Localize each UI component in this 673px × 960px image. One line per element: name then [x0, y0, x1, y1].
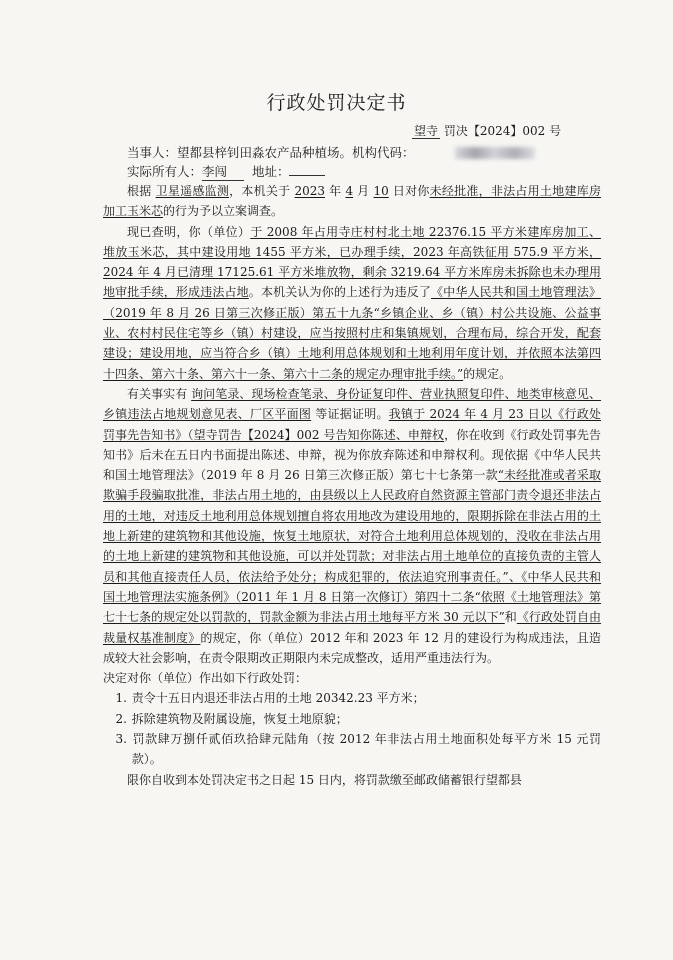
- para3-run: 我镇于 2024 年 4 月 23 日以《行政处罚事先告知书》（望寺罚告【2024】002 号告知你陈述、申辩权: [103, 407, 601, 442]
- owner-name: 李闯: [202, 162, 244, 181]
- para3-run: 的规定，你（单位）2012 年和 2023 年 12 月的建设行为构成违法，且造成较大社会影响，在责令限期改正期限内未完成整改，适用严重违法行为。: [103, 630, 601, 665]
- para1-run: 2023: [294, 184, 326, 198]
- para3-run: 《行政处罚自由裁量权基准制度》: [103, 610, 601, 645]
- para2-run: 《中华人民共和国土地管理法》（2019 年 8 月 26 日第三次修正版）第五十九条“乡镇企业、乡（镇）村公共设施、公益事业、农村村民住宅等乡（镇）村建设，应当按照村庄和集镇规划，合理布局，综合开发，配套建设；建设用地，应当符合乡（镇）土地利用总体规划和土地利用年度计划，并依照本法第四十四条、第六十条、第六十一条、第六十二条的规定办理审批手续。”: [103, 285, 601, 381]
- penalty-item-number: 1.: [115, 691, 127, 706]
- decision-intro: 决定对你（单位）作出如下行政处罚：: [103, 671, 308, 686]
- para1-run: 卫星遥感监测: [155, 184, 230, 198]
- paragraph-case-filing: [103, 181, 601, 222]
- para3-run: 等证据证明。: [311, 407, 389, 422]
- doc-number-rest: 罚决【2024】002 号: [443, 124, 562, 138]
- owner-line: [127, 162, 325, 181]
- penalty-item: [103, 729, 601, 770]
- penalty-list: [103, 688, 601, 769]
- document-title: 行政处罚决定书: [266, 92, 407, 114]
- para3-run: ，你在收到《行政处罚事先告知书》后未在五日内书面提出陈述、申辩，视为你放弃陈述和申辩权利。现依据《中华人民共和国土地管理法》（2019 年 8 月 26 日第三次修正版）第七十七条第一款: [103, 427, 601, 483]
- penalty-item: [103, 688, 601, 708]
- para1-run: 月: [353, 184, 374, 198]
- address-label: 地址：: [251, 164, 290, 179]
- para1-run: 根据: [127, 184, 156, 198]
- closing-paragraph: 限你自收到本处罚决定书之日起 15 日内，将罚款缴至邮政储蓄银行望都县: [127, 772, 522, 787]
- para2-run: 。本机关认为你的上述行为违反了: [248, 285, 432, 300]
- penalty-item: [103, 709, 601, 729]
- para1-run: 10: [373, 184, 389, 198]
- redacted-code: [455, 147, 535, 159]
- para3-run: 询问笔录、现场检查笔录、身份证复印件、营业执照复印件、地类审核意见、乡镇违法占地规划意见表、厂区平面图: [103, 386, 601, 422]
- para3-run: 和: [504, 610, 517, 625]
- penalty-item-text: 罚款肆万捌仟贰佰玖拾肆元陆角（按 2012 年非法占用土地面积处每平方米 15 元罚款）。: [131, 732, 601, 767]
- owner-label: 实际所有人：: [127, 164, 203, 179]
- paragraph-findings: [103, 222, 601, 384]
- para2-run: 于 2008 年占用寺庄村村北土地 22376.15 平方米建库房加工、堆放玉米芯，其中建设用地 1455 平方米，已办理手续，2023 年高铁征用 575.9 平方米，2024 年 4 月已清理 17125.61 平方米堆放物，剩余 3219.64 平方米库房未拆除也未办理用地审批手续，形成违法占地: [103, 224, 601, 300]
- document-number: [412, 122, 561, 139]
- para1-run: 日对你: [388, 184, 430, 198]
- party-line: 当事人：望都县梓钊田淼农产品种植场。机构代码：: [127, 145, 415, 160]
- penalty-item-number: 3.: [115, 732, 127, 747]
- penalty-item-text: 责令十五日内退还非法占用的土地 20342.23 平方米；: [131, 691, 425, 706]
- address-blank: [289, 175, 325, 176]
- paragraph-evidence: [103, 384, 601, 668]
- para1-run: 年: [325, 184, 346, 198]
- para2-run: 的规定。: [463, 366, 512, 381]
- para1-run: 未经批准，非法占用土地建库房加工玉米芯: [103, 184, 601, 219]
- document-body: [103, 181, 601, 790]
- para1-run: 的行为予以立案调查。: [163, 204, 284, 219]
- para1-run: 4: [345, 184, 354, 198]
- penalty-item-text: 拆除建筑物及附属设施，恢复土地原貌；: [131, 711, 348, 726]
- penalty-item-number: 2.: [115, 711, 127, 726]
- doc-number-prefix: 望寺: [414, 124, 439, 138]
- para1-run: ，本机关于: [229, 184, 295, 198]
- para2-run: 现已查明，你（单位）: [127, 224, 251, 239]
- para3-run: “未经批准或者采取欺骗手段骗取批准，非法占用土地的，由县级以上人民政府自然资源主管部门责令退还非法占用的土地，对违反土地利用总体规划擅自将农用地改为建设用地的，限期拆除在非法占用的土地上新建的建筑物和其他设施，恢复土地原状，对符合土地利用总体规划的，没收在非法占用的土地上新建的建筑物和其他设施，可以并处罚款；对非法占用土地单位的直接负责的主管人员和其他直接责任人员，依法给予处分；构成犯罪的，依法追究刑事责任。”、《中华人民共和国土地管理法实施条例》（2011 年 1 月 8 日第一次修订）第四十二条“依照《土地管理法》第七十七条的规定处以罚款的，罚款金额为非法占用土地每平方米 30 元以下”: [103, 468, 601, 625]
- para3-run: 有关事实有: [127, 386, 192, 401]
